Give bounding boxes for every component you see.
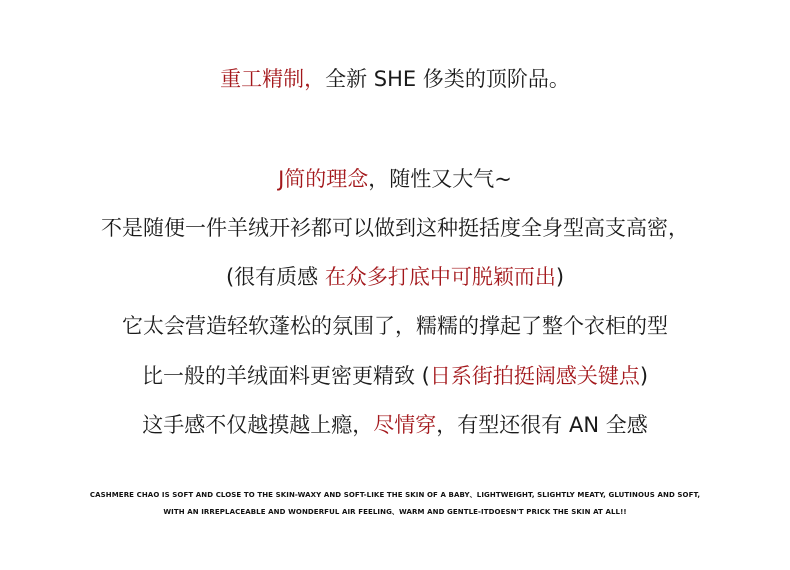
headline [0,64,790,94]
english-line-2-text: WITH AN IRREPLACEABLE AND WONDERFUL AIR FEELING、WARM AND GENTLE-ITDOESN'T PRICK THE SKIN AT ALL!! [163,508,627,516]
body-line-4-red: 日系街拍挺阔感关键点 [429,364,640,388]
concept-red: J简的理念 [278,167,369,191]
english-line-2 [0,507,790,517]
english-line-1-text: CASHMERE CHAO IS SOFT AND CLOSE TO THE SKIN-WAXY AND SOFT-LIKE THE SKIN OF A BABY、LIGHTWEIGHT, SLIGHTLY MEATY, GLUTINOUS AND SOFT, [89,491,701,499]
body-line-1 [0,213,790,243]
headline-red: 重工精制， [220,67,326,91]
body-line-4-black-b: ) [639,364,649,388]
body-line-4-black-a: 比一般的羊绒面料更密更精致 ( [141,364,430,388]
body-line-5-black-a: 这手感不仅越摸越上瘾， [142,413,374,437]
body-line-5-red: 尽情穿 [373,413,437,437]
body-line-2-red: 在众多打底中可脱颖而出 [324,265,556,289]
headline-black: 全新 SHE 侈类的顶阶品。 [325,67,570,91]
body-line-2-black-b: ) [555,265,565,289]
concept-black: ，随性又大气~ [368,167,512,191]
english-line-1 [0,490,790,500]
body-line-3 [0,311,790,341]
body-line-3-text: 它太会营造轻软蓬松的氛围了，糯糯的撑起了整个衣柜的型 [122,314,668,338]
body-line-1-text: 不是随便一件羊绒开衫都可以做到这种挺括度全身型高支高密， [101,216,689,240]
body-line-2-black-a: (很有质感 [225,265,325,289]
body-line-5-black-b: ，有型还很有 AN 全感 [436,413,648,437]
body-line-4 [0,361,790,391]
body-line-2 [0,262,790,292]
concept-line [0,164,790,194]
body-line-5 [0,410,790,440]
